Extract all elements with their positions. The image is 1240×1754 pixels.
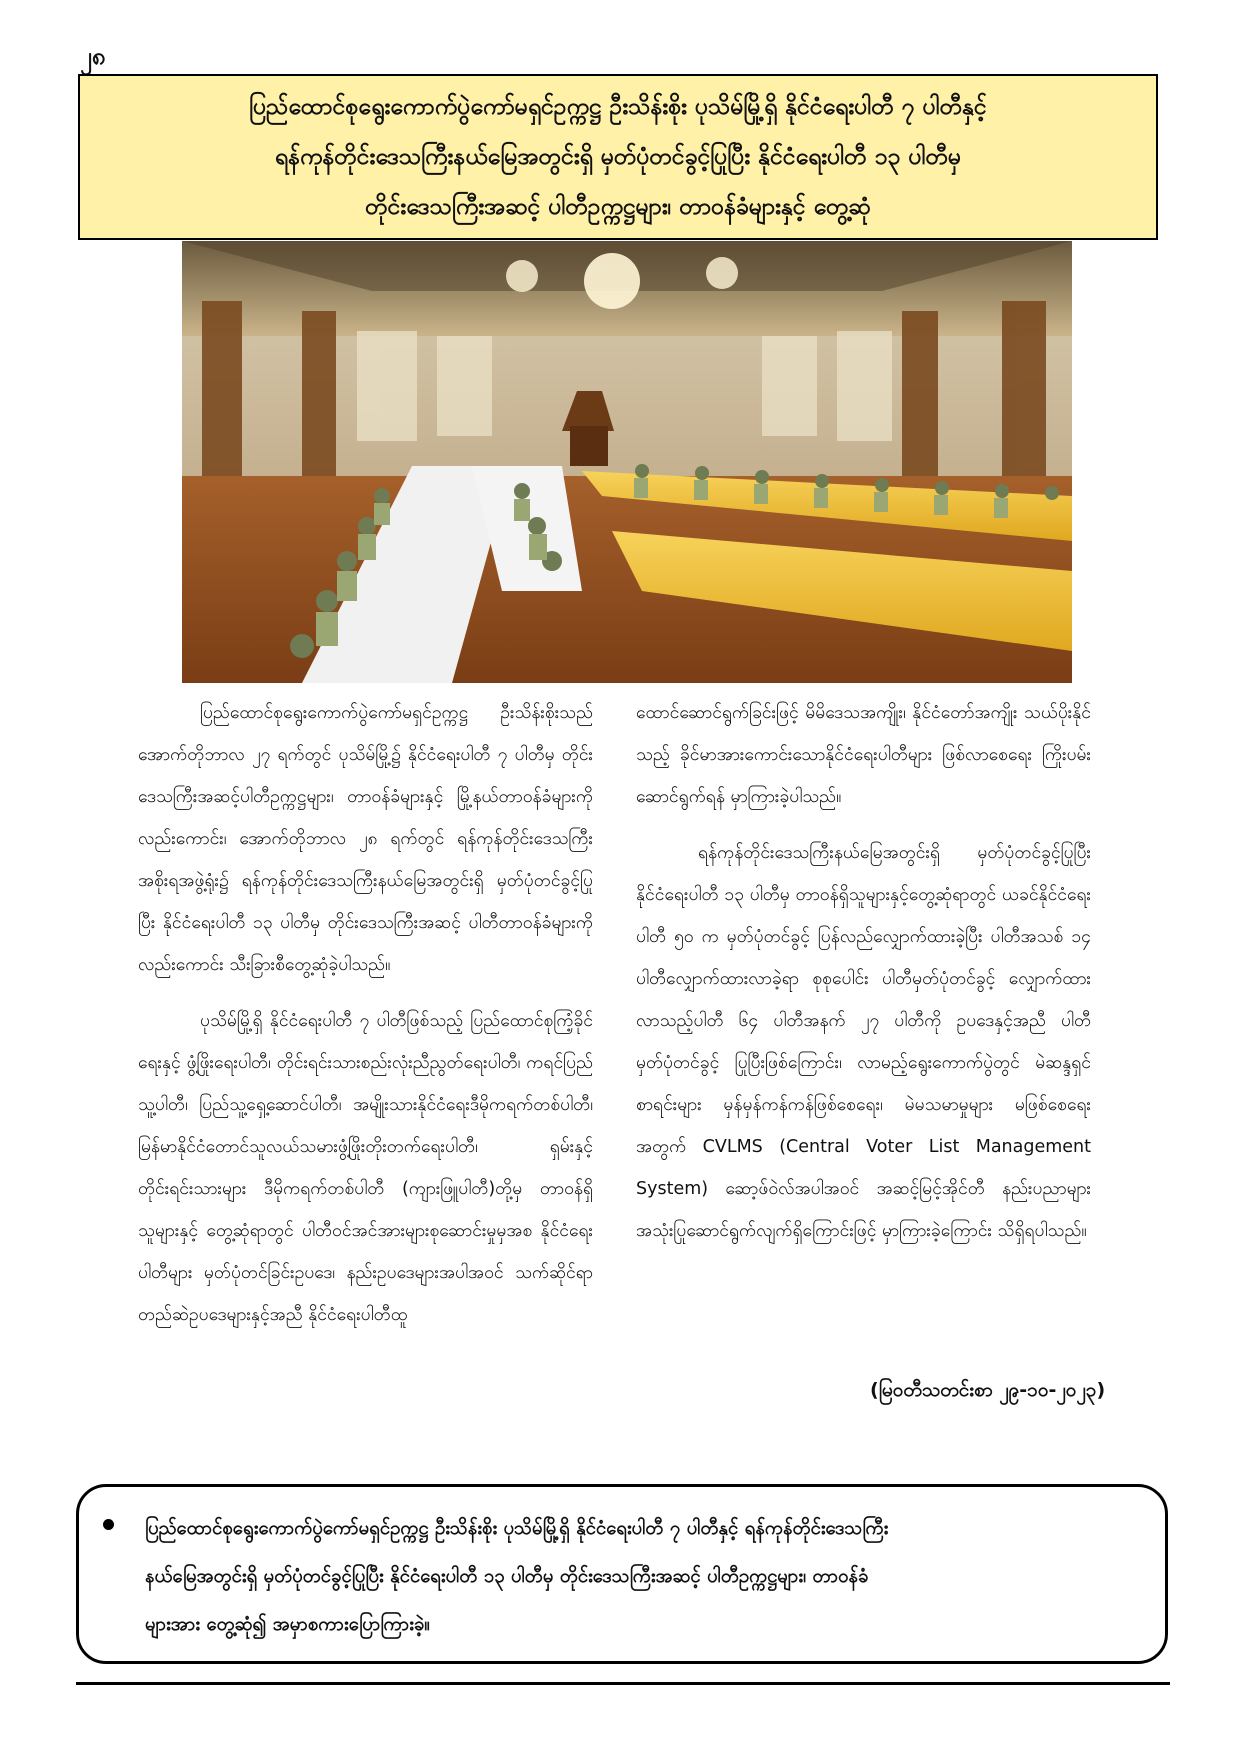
article-right-column xyxy=(636,692,1091,1266)
summary-line: များအား တွေ့ဆုံ၍ အမှာစကားပြောကြားခဲ့။ xyxy=(145,1614,430,1635)
article-paragraph: ရန်ကုန်တိုင်းဒေသကြီးနယ်မြေအတွင်းရှိ မှတ်ပုံတင်ခွင့်ပြုပြီး နိုင်ငံရေးပါတီ ၁၃ ပါတီမှ တာဝန်ရှိသူများနှင့်တွေ့ဆုံရာတွင် ယခင်နိုင်ငံရေးပါတီ ၅၀ က မှတ်ပုံတင်ခွင့် ပြန်လည်လျှောက်ထားခဲ့ပြီး ပါတီအသစ် ၁၄ ပါတီလျှောက်ထားလာခဲ့ရာ စုစုပေါင်း ပါတီမှတ်ပုံတင်ခွင့် လျှောက်ထားလာသည့်ပါတီ ၆၄ ပါတီအနက် ၂၇ ပါတီကို ဥပဒေနှင့်အညီ ပါတီမှတ်ပုံတင်ခွင့် ပြုပြီးဖြစ်ကြောင်း၊ လာမည့်ရွေးကောက်ပွဲတွင် မဲဆန္ဒရှင်စာရင်းများ မှန်မှန်ကန်ကန်ဖြစ်စေရေး၊ မဲမသမာမှုများ မဖြစ်စေရေးအတွက် CVLMS (Central Voter List Management System) ဆော့ဖ်ဝဲလ်အပါအဝင် အဆင့်မြင့်အိုင်တီ နည်းပညာများ အသုံးပြုဆောင်ရွက်လျက်ရှိကြောင်းဖြင့် မှာကြားခဲ့ကြောင်း သိရှိရပါသည်။ xyxy=(636,843,1091,1241)
summary-line: ပြည်ထောင်စုရွေးကောက်ပွဲကော်မရှင်ဥက္ကဋ္ဌ ဦးသိန်းစိုး ပုသိမ်မြို့ရှိ နိုင်ငံရေးပါတီ ၇ ပါတီနှင့် ရန်ကုန်တိုင်းဒေသကြီး xyxy=(145,1518,889,1539)
headline-line: ပြည်ထောင်စုရွေးကောက်ပွဲကော်မရှင်ဥက္ကဋ္ဌ ဦးသိန်းစိုး ပုသိမ်မြို့ရှိ နိုင်ငံရေးပါတီ ၇ ပါတီနှင့် xyxy=(249,94,987,120)
headline-box xyxy=(78,74,1158,240)
meeting-hall-photo xyxy=(182,241,1072,683)
headline-line: တိုင်းဒေသကြီးအဆင့် ပါတီဥက္ကဋ္ဌများ၊ တာဝန်ခံများနှင့် တွေ့ဆုံ xyxy=(365,194,871,220)
page-number: ၂၈ xyxy=(80,42,106,70)
summary-box xyxy=(76,1484,1168,1664)
article-paragraph: ထောင်ဆောင်ရွက်ခြင်းဖြင့် မိမိဒေသအကျိုး၊ နိုင်ငံတော်အကျိုး သယ်ပိုးနိုင်သည့် ခိုင်မာအားကောင်းသောနိုင်ငံရေးပါတီများ ဖြစ်လာစေရေး ကြိုးပမ်းဆောင်ရွက်ရန် မှာကြားခဲ့ပါသည်။ xyxy=(636,703,1091,807)
summary-line: နယ်မြေအတွင်းရှိ မှတ်ပုံတင်ခွင့်ပြုပြီး နိုင်ငံရေးပါတီ ၁၃ ပါတီမှ တိုင်းဒေသကြီးအဆင့် ပါတီဥက္ကဋ္ဌများ၊ တာဝန်ခံ xyxy=(145,1566,869,1587)
article-left-column xyxy=(138,692,593,1350)
article-paragraph: ပြည်ထောင်စုရွေးကောက်ပွဲကော်မရှင်ဥက္ကဋ္ဌ ဦးသိန်းစိုးသည် အောက်တိုဘာလ ၂၇ ရက်တွင် ပုသိမ်မြို့၌ နိုင်ငံရေးပါတီ ၇ ပါတီမှ တိုင်းဒေသကြီးအဆင့်ပါတီဥက္ကဋ္ဌများ၊ တာဝန်ခံများနှင့် မြို့နယ်တာဝန်ခံများကိုလည်းကောင်း၊ အောက်တိုဘာလ ၂၈ ရက်တွင် ရန်ကုန်တိုင်းဒေသကြီးအစိုးရအဖွဲ့ရုံး၌ ရန်ကုန်တိုင်းဒေသကြီးနယ်မြေအတွင်းရှိ မှတ်ပုံတင်ခွင့်ပြုပြီး နိုင်ငံရေးပါတီ ၁၃ ပါတီမှ တိုင်းဒေသကြီးအဆင့် ပါတီတာဝန်ခံများကိုလည်းကောင်း သီးခြားစီတွေ့ဆုံခဲ့ပါသည်။ xyxy=(138,703,593,975)
bullet-icon xyxy=(103,1519,114,1530)
footer-rule xyxy=(76,1682,1170,1685)
article-paragraph: ပုသိမ်မြို့ရှိ နိုင်ငံရေးပါတီ ၇ ပါတီဖြစ်သည့် ပြည်ထောင်စုကြံ့ခိုင်ရေးနှင့် ဖွံ့ဖြိုးရေးပါတီ၊ တိုင်းရင်းသားစည်းလုံးညီညွတ်ရေးပါတီ၊ ကရင်ပြည်သူ့ပါတီ၊ ပြည်သူ့ရှေ့ဆောင်ပါတီ၊ အမျိုးသားနိုင်ငံရေးဒီမိုကရက်တစ်ပါတီ၊ မြန်မာနိုင်ငံတောင်သူလယ်သမားဖွံ့ဖြိုးတိုးတက်ရေးပါတီ၊ ရှမ်းနှင့်တိုင်းရင်းသားများ ဒီမိုကရက်တစ်ပါတီ (ကျားဖြူပါတီ)တို့မှ တာဝန်ရှိသူများနှင့် တွေ့ဆုံရာတွင် ပါတီဝင်အင်အားများစုဆောင်းမှုမှအစ နိုင်ငံရေးပါတီများ မှတ်ပုံတင်ခြင်းဥပဒေ၊ နည်းဥပဒေများအပါအဝင် သက်ဆိုင်ရာတည်ဆဲဥပဒေများနှင့်အညီ နိုင်ငံရေးပါတီထူ xyxy=(138,1011,593,1325)
news-source-citation: (မြဝတီသတင်းစာ ၂၉-၁၀-၂၀၂၃) xyxy=(870,1379,1106,1401)
summary-text xyxy=(145,1505,1135,1649)
headline-line: ရန်ကုန်တိုင်းဒေသကြီးနယ်မြေအတွင်းရှိ မှတ်ပုံတင်ခွင့်ပြုပြီး နိုင်ငံရေးပါတီ ၁၃ ပါတီမှ xyxy=(274,144,962,170)
